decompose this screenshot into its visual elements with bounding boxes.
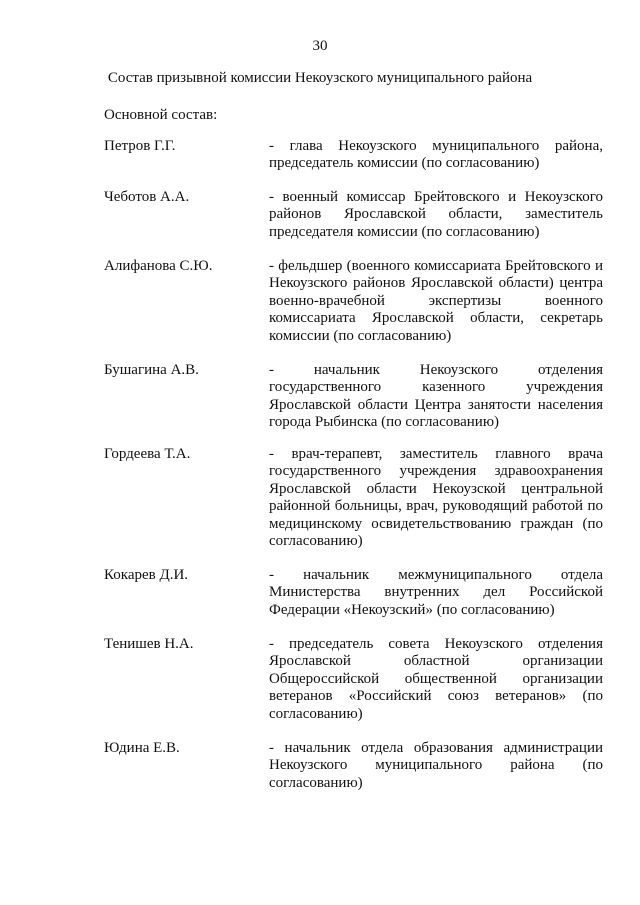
member-role: - начальник межмуниципального отдела Министерства внутренних дел Российской Федерации «Некоузский» (по согласованию)	[269, 567, 603, 618]
member-name: Юдина Е.В.	[104, 740, 180, 756]
member-role: - глава Некоузского муниципального района, председатель комиссии (по согласованию)	[269, 138, 603, 172]
section-label: Основной состав:	[104, 107, 218, 123]
member-role: - начальник отдела образования администрации Некоузского муниципального района (по согласованию)	[269, 740, 603, 791]
member-role: - фельдшер (военного комиссариата Брейтовского и Некоузского районов Ярославской области) центра военно-врачебной экспертизы военного комиссариата Ярославской области, секретарь комиссии (по согласованию)	[269, 258, 603, 344]
member-name: Тенишев Н.А.	[104, 636, 194, 652]
member-role: - начальник Некоузского отделения государственного казенного учреждения Ярославской области Центра занятости населения города Рыбинска (по согласованию)	[269, 362, 603, 431]
member-role: - врач-терапевт, заместитель главного врача государственного учреждения здравоохранения Ярославской области Некоузской центральной районной больницы, врач, руководящий работой по медицинскому освидетельствованию граждан (по согласованию)	[269, 446, 603, 550]
member-name: Кокарев Д.И.	[104, 567, 189, 583]
page-number: 30	[312, 38, 328, 54]
member-name: Гордеева Т.А.	[104, 446, 191, 462]
member-name: Петров Г.Г.	[104, 138, 176, 154]
member-role: - председатель совета Некоузского отделения Ярославской областной организации Общероссийской общественной организации ветеранов «Российский союз ветеранов» (по согласованию)	[269, 636, 603, 722]
member-name: Бушагина А.В.	[104, 362, 199, 378]
document-title: Состав призывной комиссии Некоузского муниципального района	[107, 70, 533, 86]
member-role: - военный комиссар Брейтовского и Некоузского районов Ярославской области, заместитель председателя комиссии (по согласованию)	[269, 189, 603, 240]
member-name: Чеботов А.А.	[104, 189, 190, 205]
member-name: Алифанова С.Ю.	[104, 258, 213, 274]
